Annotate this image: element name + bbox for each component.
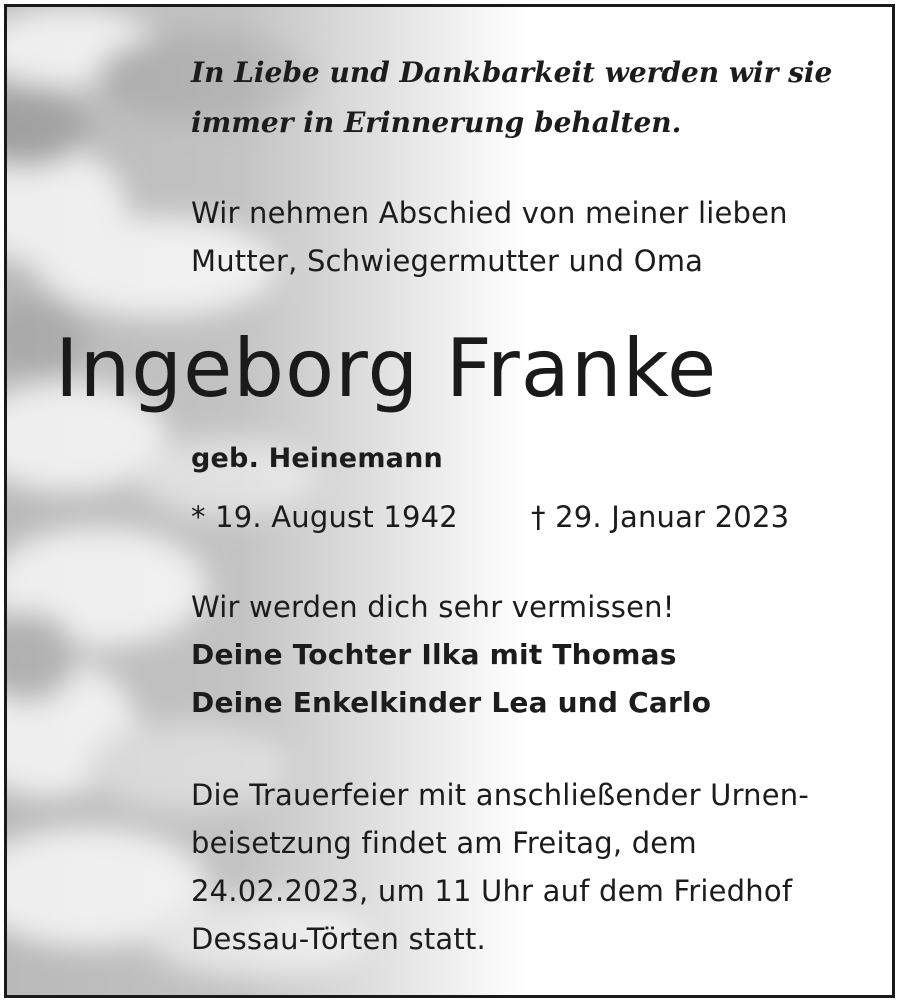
service-line-2: beisetzung findet am Freitag, dem <box>191 826 697 860</box>
mourners-line-2: Deine Enkelkinder Lea und Carlo <box>191 686 712 719</box>
service-line-1: Die Trauerfeier mit anschließender Urnen- <box>191 778 810 812</box>
service-line-3: 24.02.2023, um 11 Uhr auf dem Friedhof <box>191 874 793 908</box>
birth-name: geb. Heinemann <box>191 443 443 474</box>
intro-line-2: Mutter, Schwiegermutter und Oma <box>191 244 704 278</box>
mourners-message: Wir werden dich sehr vermissen! <box>191 590 675 624</box>
death-date: † 29. Januar 2023 <box>531 500 790 534</box>
motto-line-2: immer in Erinnerung behalten. <box>191 106 682 139</box>
motto-line-1: In Liebe und Dankbarkeit werden wir sie <box>191 56 833 89</box>
mourners-line-1: Deine Tochter Ilka mit Thomas <box>191 638 677 671</box>
birth-date: * 19. August 1942 <box>191 500 458 534</box>
obituary-text <box>7 7 892 995</box>
service-line-4: Dessau-Törten statt. <box>191 922 486 956</box>
intro-line-1: Wir nehmen Abschied von meiner lieben <box>191 196 788 230</box>
deceased-name: Ingeborg Franke <box>55 322 718 415</box>
obituary-frame <box>4 4 895 998</box>
